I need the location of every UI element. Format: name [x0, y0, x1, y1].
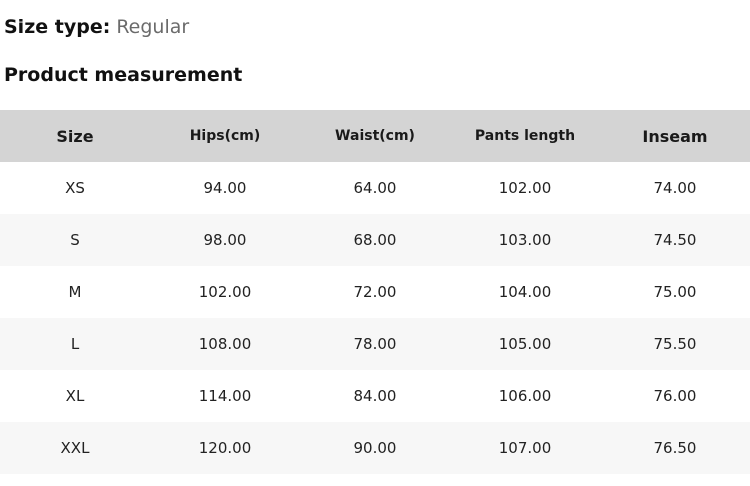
size-type-label: Size type: [4, 16, 111, 38]
cell-hips: 98.00 [150, 214, 300, 266]
cell-hips: 102.00 [150, 266, 300, 318]
size-type-row [0, 0, 750, 40]
cell-waist: 68.00 [300, 214, 450, 266]
column-header-inseam: Inseam [600, 110, 750, 162]
cell-hips: 108.00 [150, 318, 300, 370]
cell-waist: 90.00 [300, 422, 450, 474]
cell-hips: 94.00 [150, 162, 300, 214]
cell-size: XXL [0, 422, 150, 474]
cell-inseam: 76.00 [600, 370, 750, 422]
column-header-hips: Hips(cm) [150, 110, 300, 162]
table-row [0, 162, 750, 214]
measurement-table [0, 110, 750, 474]
column-header-pants-length: Pants length [450, 110, 600, 162]
cell-size: XS [0, 162, 150, 214]
table-row [0, 214, 750, 266]
table-header-row [0, 110, 750, 162]
cell-pants-length: 107.00 [450, 422, 600, 474]
table-row [0, 370, 750, 422]
cell-waist: 72.00 [300, 266, 450, 318]
column-header-waist: Waist(cm) [300, 110, 450, 162]
cell-inseam: 75.00 [600, 266, 750, 318]
cell-waist: 84.00 [300, 370, 450, 422]
cell-size: S [0, 214, 150, 266]
page-title: Product measurement [4, 64, 243, 86]
cell-pants-length: 104.00 [450, 266, 600, 318]
cell-size: M [0, 266, 150, 318]
table-row [0, 266, 750, 318]
cell-hips: 114.00 [150, 370, 300, 422]
cell-pants-length: 102.00 [450, 162, 600, 214]
cell-pants-length: 103.00 [450, 214, 600, 266]
cell-pants-length: 106.00 [450, 370, 600, 422]
size-type-value: Regular [116, 16, 190, 38]
cell-inseam: 74.00 [600, 162, 750, 214]
table-row [0, 422, 750, 474]
cell-inseam: 75.50 [600, 318, 750, 370]
cell-size: L [0, 318, 150, 370]
table-row [0, 318, 750, 370]
cell-hips: 120.00 [150, 422, 300, 474]
column-header-size: Size [0, 110, 150, 162]
cell-waist: 64.00 [300, 162, 450, 214]
cell-pants-length: 105.00 [450, 318, 600, 370]
cell-inseam: 74.50 [600, 214, 750, 266]
cell-size: XL [0, 370, 150, 422]
cell-waist: 78.00 [300, 318, 450, 370]
cell-inseam: 76.50 [600, 422, 750, 474]
